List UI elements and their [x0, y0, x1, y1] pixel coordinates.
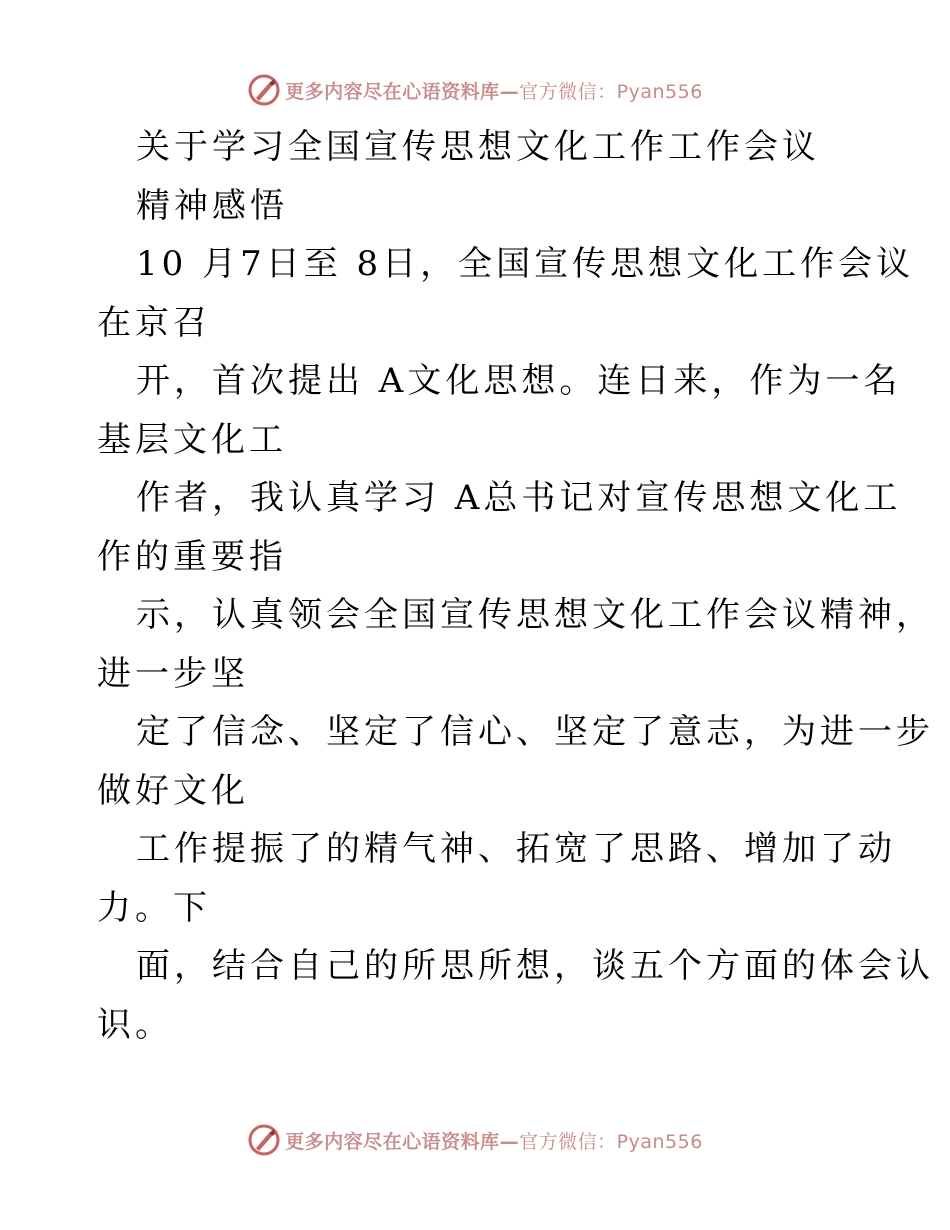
banner-separator: — [499, 80, 520, 103]
text-line: 在京召 [97, 302, 211, 343]
banner-text [285, 1127, 703, 1154]
text-line: 基层文化工 [97, 419, 287, 460]
text-line: 做好文化 [97, 770, 249, 811]
pen-logo-icon [247, 1123, 281, 1157]
header-watermark-banner [0, 70, 950, 110]
text-line: 工作提振了的精气神、拓宽了思路、增加了动 [136, 829, 896, 869]
pen-logo-icon [247, 73, 281, 107]
banner-main-text: 更多内容尽在心语资料库 [285, 80, 500, 103]
title-line-2: 精神感悟 [136, 185, 288, 226]
banner-main-text: 更多内容尽在心语资料库 [285, 1130, 500, 1153]
banner-wechat-text: 官方微信：Pyan556 [519, 80, 703, 103]
banner-wechat-text: 官方微信：Pyan556 [519, 1130, 703, 1153]
banner-separator: — [499, 1130, 520, 1153]
title-line-1: 关于学习全国宣传思想文化工作工作会议 [136, 127, 820, 167]
text-line: 示，认真领会全国宣传思想文化工作会议精神， [136, 595, 934, 635]
text-line: 力。下 [97, 887, 211, 928]
footer-watermark-banner [0, 1120, 950, 1160]
text-line: 10 月7日至 8日，全国宣传思想文化工作会议 [136, 244, 915, 284]
text-line: 定了信念、坚定了信心、坚定了意志，为进一步 [136, 712, 934, 752]
text-line: 作者，我认真学习 A总书记对宣传思想文化工 [136, 478, 902, 518]
text-line: 面，结合自己的所思所想，谈五个方面的体会认 [136, 946, 934, 986]
text-line: 识。 [97, 1004, 173, 1045]
document-body [97, 118, 934, 1054]
text-line: 进一步坚 [97, 653, 249, 694]
text-line: 开，首次提出 A文化思想。连日来，作为一名 [136, 361, 902, 401]
banner-text [285, 77, 703, 104]
text-line: 作的重要指 [97, 536, 287, 577]
